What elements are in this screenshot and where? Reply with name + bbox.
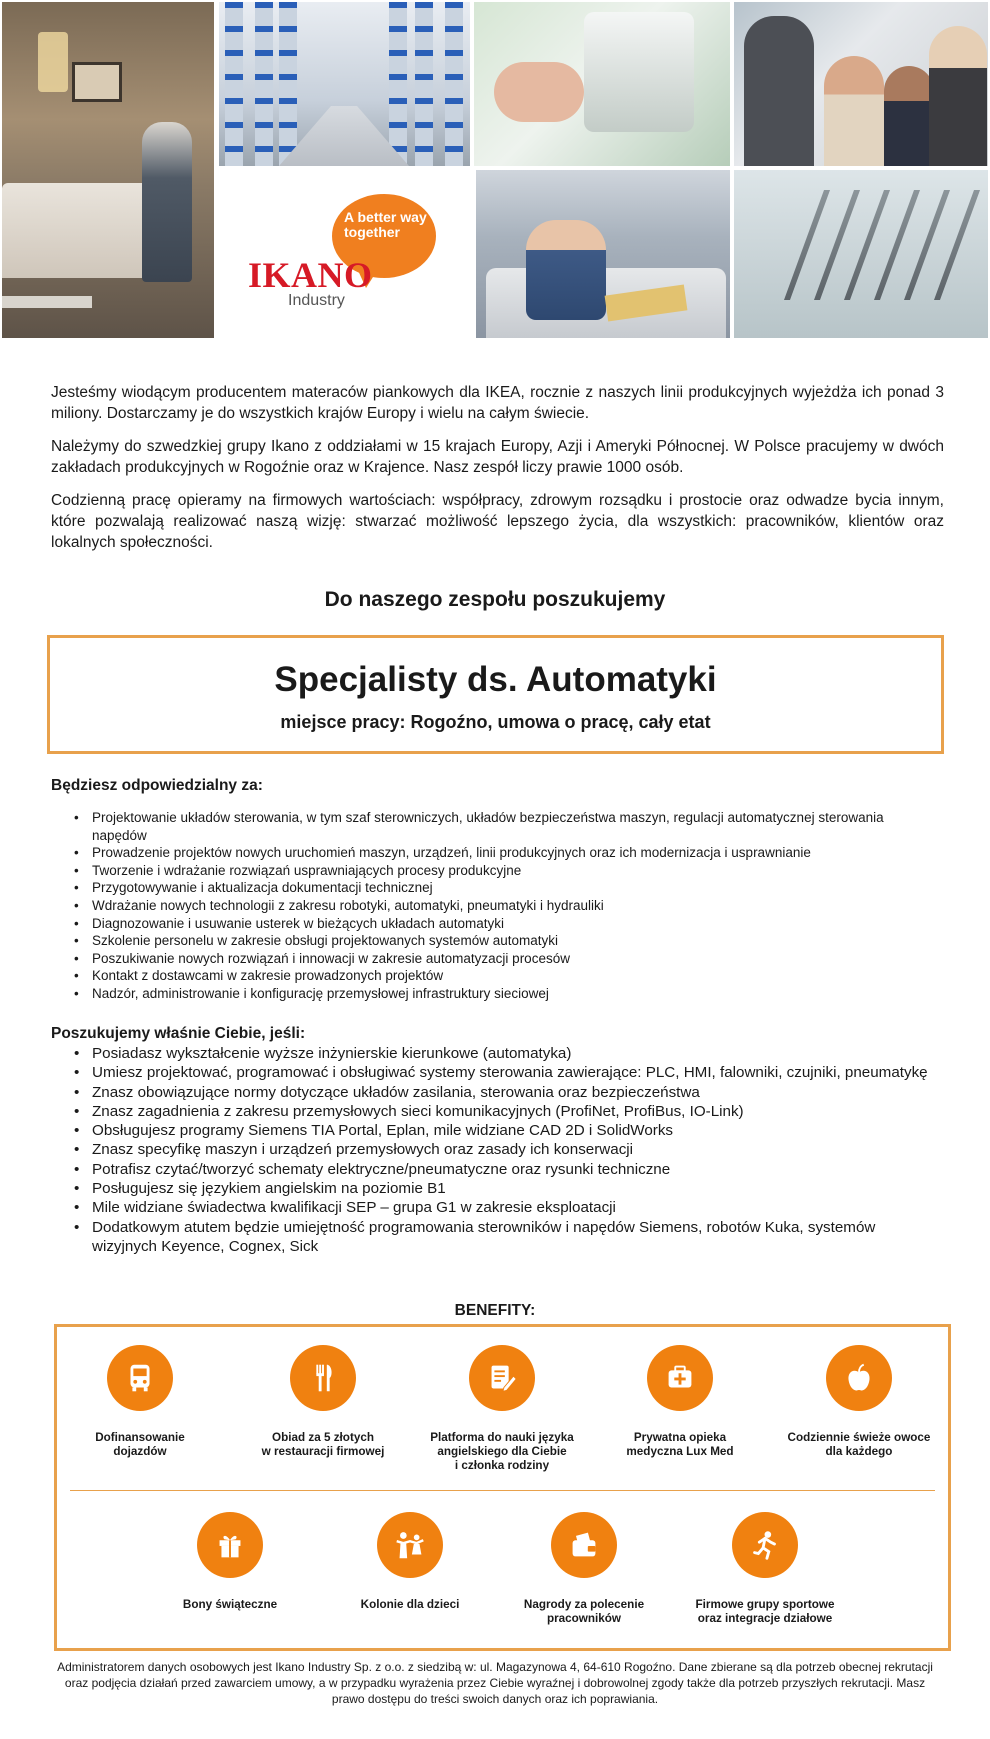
benefit-referral <box>494 1512 674 1626</box>
runner-icon <box>732 1512 798 1578</box>
list-item: • Szkolenie personelu w zakresie obsługi projektowanych systemów automatyki <box>74 932 894 950</box>
intro-paragraph: Jesteśmy wiodącym producentem materaców piankowych dla IKEA, rocznie z naszych linii produkcyjnych wyjeżdża ich ponad 3 miliony. Dostarczamy je do wszystkich krajów Europy i wielu na całym świecie. <box>51 384 944 422</box>
ikano-logo <box>216 170 472 338</box>
logo-tagline: A better way together <box>344 209 427 240</box>
benefit-label: Kolonie dla dzieci <box>360 1598 460 1611</box>
benefit-label: Dofinansowanie dojazdów <box>95 1431 185 1458</box>
photo-bedroom <box>2 2 214 338</box>
job-title-box <box>47 635 944 754</box>
responsibilities-list <box>74 809 894 1003</box>
bus-icon <box>107 1345 173 1411</box>
photo-business-meeting <box>734 2 988 166</box>
job-title: Specjalisty ds. Automatyki <box>274 660 717 699</box>
team-heading: Do naszego zespołu poszukujemy <box>324 588 666 611</box>
benefit-english <box>412 1345 592 1473</box>
benefit-label: Bony świąteczne <box>182 1598 278 1611</box>
list-item: • Umiesz projektować, programować i obsługiwać systemy sterowania zawierające: PLC, HMI, falowniki, czujniki, pneumatykę <box>74 1063 944 1082</box>
photo-warehouse <box>219 2 470 166</box>
benefit-label: Nagrody za polecenie pracowników <box>523 1598 645 1625</box>
benefit-vouchers <box>140 1512 320 1612</box>
children-icon <box>377 1512 443 1578</box>
photo-family-bed <box>476 170 730 338</box>
medical-case-icon <box>647 1345 713 1411</box>
list-item: • Nadzór, administrowanie i konfigurację przemysłowej infrastruktury sieciowej <box>74 985 894 1003</box>
list-item: • Dodatkowym atutem będzie umiejętność programowania sterowników i napędów Siemens, robotów Kuka, systemów wizyjnych Keyence, Cognex, Sick <box>74 1218 944 1257</box>
list-item: • Posiadasz wykształcenie wyższe inżynierskie kierunkowe (automatyka) <box>74 1044 944 1063</box>
requirements-heading: Poszukujemy właśnie Ciebie, jeśli: <box>51 1025 306 1042</box>
list-item: • Wdrażanie nowych technologii z zakresu robotyki, automatyki, pneumatyki i hydrauliki <box>74 897 894 915</box>
benefit-label: Codziennie świeże owoce dla każdego <box>787 1431 931 1458</box>
benefit-camps <box>320 1512 500 1612</box>
company-intro <box>51 382 944 565</box>
list-item: • Projektowanie układów sterowania, w tym szaf sterowniczych, układów bezpieczeństwa maszyn, regulacji automatycznej sterowania napędów <box>74 809 894 844</box>
list-item: • Znasz zagadnienia z zakresu przemysłowych sieci komunikacyjnych (ProfiNet, ProfiBus, IO-Link) <box>74 1102 944 1121</box>
list-item: • Przygotowywanie i aktualizacja dokumentacji technicznej <box>74 879 894 897</box>
document-pen-icon <box>469 1345 535 1411</box>
benefit-fruit <box>769 1345 949 1459</box>
gift-icon <box>197 1512 263 1578</box>
logo-name: IKANO <box>248 255 373 295</box>
photo-production-line <box>734 170 988 338</box>
cutlery-icon <box>290 1345 356 1411</box>
logo-subtitle: Industry <box>288 292 345 309</box>
benefit-label: Platforma do nauki języka angielskiego dla Ciebie i członka rodziny <box>430 1431 574 1472</box>
list-item: • Poszukiwanie nowych rozwiązań i innowacji w zakresie automatyzacji procesów <box>74 950 894 968</box>
benefit-medical <box>590 1345 770 1459</box>
benefit-label: Prywatna opieka medyczna Lux Med <box>626 1431 734 1458</box>
intro-paragraph: Codzienną pracę opieramy na firmowych wartościach: współpracy, zdrowym rozsądku i prostocie oraz odwadze bycia innym, które pozwalają realizować naszą wizję: stwarzać możliwość lepszego życia, dla wszystkich: pracowników, klientów oraz lokalnych społeczności. <box>51 492 944 551</box>
gdpr-footer: Administratorem danych osobowych jest Ikano Industry Sp. z o.o. z siedzibą w: ul. Magazynowa 4, 64-610 Rogoźno. Dane zbierane są dla potrzeb obecnej rekrutacji oraz podjęcia działań przed zawarciem umowy, a w przypadku wyrażenia przez Ciebie wyraźnej i dobrowolnej zgody także dla potrzeb przyszłych rekrutacji. Masz prawo dostępu do treści swoich danych oraz ich poprawiania. <box>57 1660 933 1706</box>
photo-sewing-machine <box>474 2 730 166</box>
responsibilities-heading: Będziesz odpowiedzialny za: <box>51 777 263 794</box>
list-item: • Posługujesz się językiem angielskim na poziomie B1 <box>74 1179 944 1198</box>
header-collage <box>0 0 990 340</box>
benefit-lunch <box>233 1345 413 1459</box>
list-item: • Prowadzenie projektów nowych uruchomień maszyn, urządzeń, linii produkcyjnych oraz ich modernizacja i usprawnianie <box>74 844 894 862</box>
list-item: • Tworzenie i wdrażanie rozwiązań usprawniających procesy produkcyjne <box>74 862 894 880</box>
list-item: • Obsługujesz programy Siemens TIA Portal, Eplan, mile widziane CAD 2D i SolidWorks <box>74 1121 944 1140</box>
list-item: • Znasz obowiązujące normy dotyczące układów zasilania, sterowania oraz bezpieczeństwa <box>74 1083 944 1102</box>
benefit-sports <box>675 1512 855 1626</box>
requirements-list <box>74 1044 944 1256</box>
list-item: • Diagnozowanie i usuwanie usterek w bieżących układach automatyki <box>74 915 894 933</box>
wallet-icon <box>551 1512 617 1578</box>
benefit-label: Obiad za 5 złotych w restauracji firmowej <box>261 1431 385 1458</box>
list-item: • Kontakt z dostawcami w zakresie prowadzonych projektów <box>74 967 894 985</box>
list-item: • Potrafisz czytać/tworzyć schematy elektryczne/pneumatyczne oraz rysunki techniczne <box>74 1160 944 1179</box>
benefit-label: Firmowe grupy sportowe oraz integracje działowe <box>695 1598 835 1625</box>
list-item: • Mile widziane świadectwa kwalifikacji SEP – grupa G1 w zakresie eksploatacji <box>74 1198 944 1217</box>
benefits-divider <box>70 1490 935 1491</box>
intro-paragraph: Należymy do szwedzkiej grupy Ikano z oddziałami w 15 krajach Europy, Azji i Ameryki Północnej. W Polsce pracujemy w dwóch zakładach produkcyjnych w Rogoźnie oraz w Krajence. Nasz zespół liczy prawie 1000 osób. <box>51 438 944 476</box>
list-item: • Znasz specyfikę maszyn i urządzeń przemysłowych oraz zasady ich konserwacji <box>74 1140 944 1159</box>
benefit-commute <box>50 1345 230 1459</box>
apple-icon <box>826 1345 892 1411</box>
job-subtitle: miejsce pracy: Rogoźno, umowa o pracę, cały etat <box>280 712 711 732</box>
benefits-heading: BENEFITY: <box>454 1302 536 1319</box>
